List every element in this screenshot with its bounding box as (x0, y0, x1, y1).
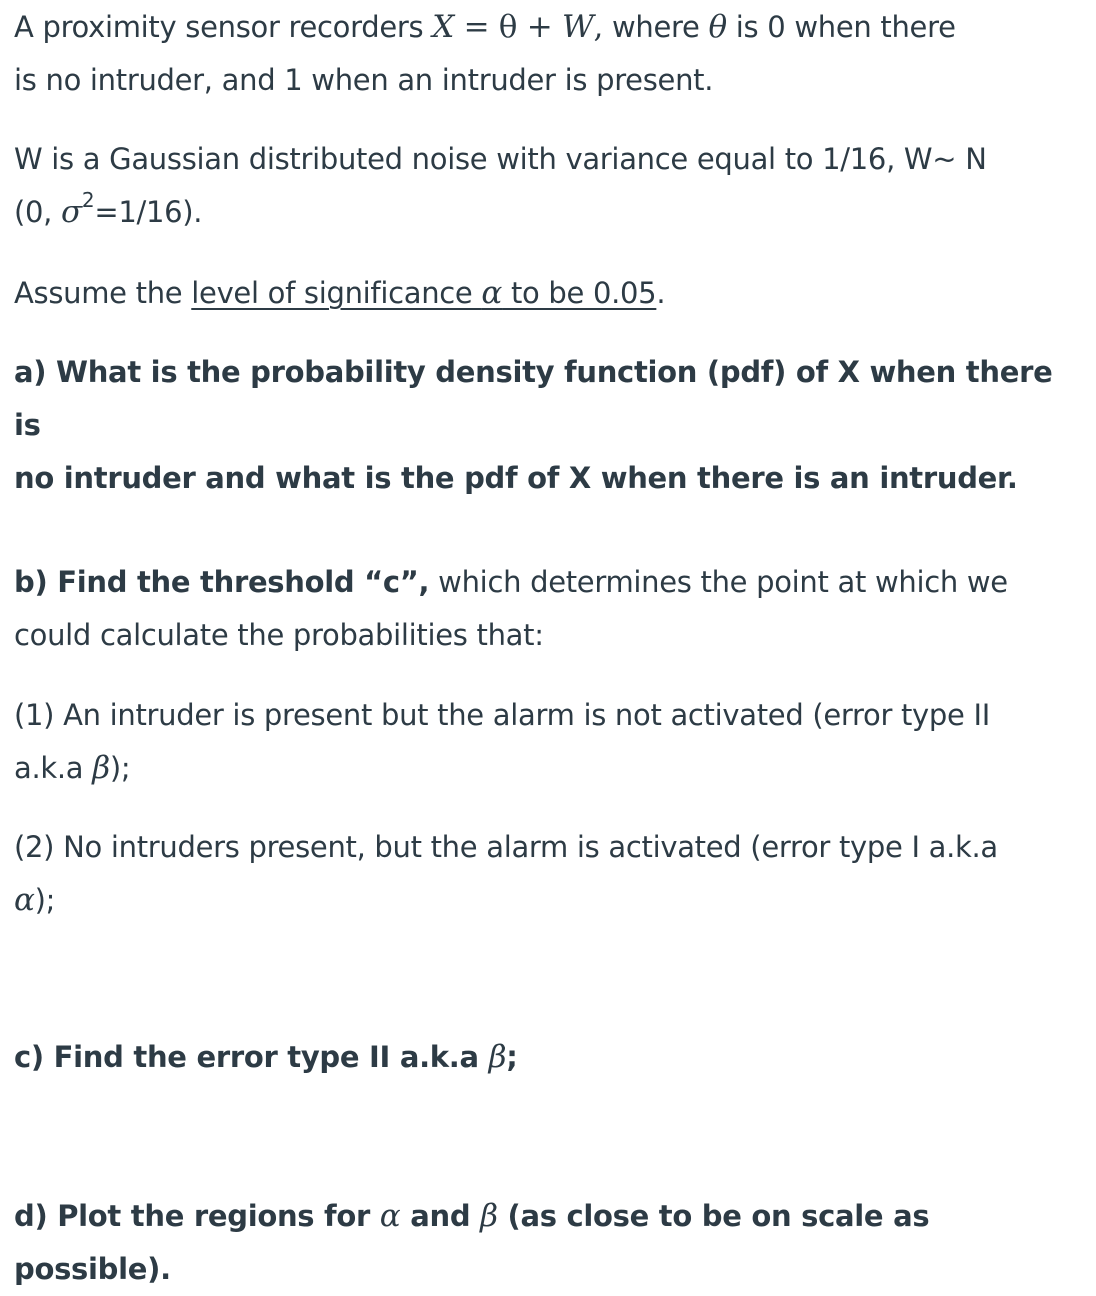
noise-text-1: W is a Gaussian distributed noise with variance equal to 1/16, W~ N (14, 142, 987, 176)
variable-w: W (561, 9, 594, 45)
question-b (14, 556, 1008, 662)
question-d-text-c: (as close to be on scale as possible). (14, 1199, 930, 1286)
equation-comma: , (593, 9, 604, 45)
noise-paragraph (14, 133, 987, 239)
question-c (14, 1031, 518, 1084)
equation-operators: = θ + (454, 9, 562, 45)
alpha-symbol: α (14, 882, 35, 918)
item-2 (14, 821, 998, 927)
question-d-text-b: and (400, 1199, 481, 1233)
sigma-symbol: σ (61, 194, 82, 230)
item-2-line-1: (2) No intruders present, but the alarm is activated (error type I a.k.a (14, 830, 998, 864)
alpha-symbol: α (481, 275, 503, 311)
question-a (14, 346, 1084, 505)
intro-text-4: is no intruder, and 1 when an intruder is present. (14, 63, 714, 97)
significance-text-b: to be 0.05 (502, 276, 657, 310)
variable-theta: θ (708, 9, 727, 45)
significance-underlined (191, 276, 656, 310)
intro-text-1: A proximity sensor recorders (14, 10, 433, 44)
item-1 (14, 689, 990, 795)
noise-text-2: (0, (14, 195, 62, 229)
noise-text-3: =1/16). (94, 195, 203, 229)
question-b-label: b) Find the threshold “c”, (14, 565, 430, 599)
question-a-line-1: a) What is the probability density function (pdf) of X when there is (14, 355, 1053, 442)
significance-text-a: level of significance (191, 276, 482, 310)
intro-paragraph (14, 1, 956, 107)
superscript-2: 2 (81, 188, 95, 213)
item-1-line-1: (1) An intruder is present but the alarm is not activated (error type II (14, 698, 990, 732)
beta-symbol: β (488, 1039, 507, 1075)
significance-paragraph (14, 267, 665, 320)
beta-symbol: β (92, 750, 110, 786)
significance-prefix: Assume the (14, 276, 192, 310)
alpha-symbol: α (379, 1198, 401, 1234)
beta-symbol: β (480, 1198, 498, 1234)
question-b-line-1: which determines the point at which we (429, 565, 1008, 599)
intro-text-3: is 0 when there (726, 10, 956, 44)
item-1-line-2: a.k.a (14, 751, 93, 785)
question-d-text-a: d) Plot the regions for (14, 1199, 380, 1233)
item-1-end: ); (109, 751, 131, 785)
item-2-end: ); (34, 883, 56, 917)
intro-text-2: where (603, 10, 709, 44)
question-c-text: c) Find the error type II a.k.a (14, 1040, 489, 1074)
question-d (14, 1190, 1084, 1296)
question-a-line-2: no intruder and what is the pdf of X when there is an intruder. (14, 461, 1018, 495)
question-c-end: ; (506, 1040, 518, 1074)
question-b-line-2: could calculate the probabilities that: (14, 618, 544, 652)
significance-suffix: . (656, 276, 666, 310)
variable-x: X (432, 9, 455, 45)
